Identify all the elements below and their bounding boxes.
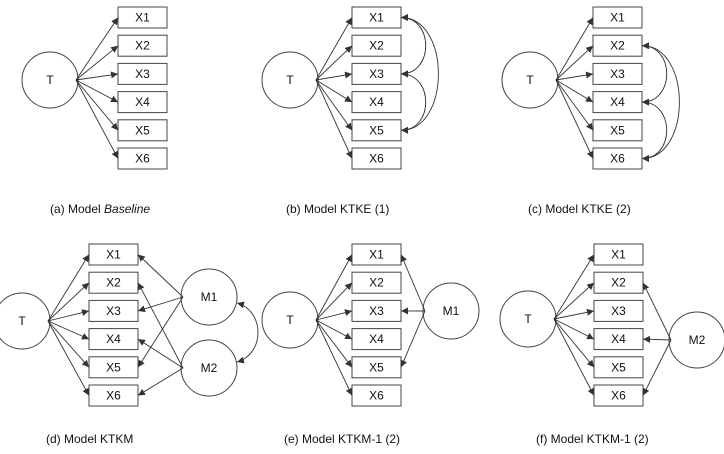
loading-arrow bbox=[48, 255, 89, 322]
panel-caption bbox=[46, 432, 133, 446]
indicator-box-x2 bbox=[594, 272, 643, 293]
method-loading-arrow bbox=[138, 255, 183, 298]
indicator-label: X5 bbox=[369, 123, 384, 138]
indicator-box-x5 bbox=[118, 120, 167, 141]
factor-t bbox=[0, 293, 50, 349]
indicator-label: X6 bbox=[369, 388, 384, 403]
indicator-label: X6 bbox=[611, 388, 626, 403]
indicator-box-x4 bbox=[352, 92, 401, 113]
loading-arrow bbox=[48, 321, 89, 339]
method-loading-arrow bbox=[138, 368, 183, 396]
method-loading-arrow bbox=[401, 311, 425, 367]
indicator-box-x1 bbox=[352, 7, 401, 28]
indicator-box-x4 bbox=[594, 329, 643, 350]
indicator-label: X5 bbox=[135, 123, 150, 138]
method-label: M2 bbox=[200, 361, 218, 375]
loading-arrow bbox=[316, 255, 352, 321]
indicator-box-x6 bbox=[594, 385, 643, 406]
indicator-box-x3 bbox=[352, 63, 401, 84]
error-covariance-arc bbox=[401, 18, 438, 131]
panel-c bbox=[502, 7, 679, 216]
indicator-label: X5 bbox=[369, 360, 384, 375]
indicator-label: X3 bbox=[135, 66, 150, 81]
indicator-box-x1 bbox=[594, 244, 643, 265]
caption-text: (a) Model bbox=[50, 202, 105, 216]
caption-text: (b) Model KTKE (1) bbox=[286, 202, 390, 216]
method-factor-m1 bbox=[423, 283, 479, 339]
method-label: M1 bbox=[442, 304, 460, 318]
indicator-box-x5 bbox=[352, 357, 401, 378]
method-factor-m2 bbox=[181, 340, 237, 396]
indicator-box-x4 bbox=[352, 329, 401, 350]
panel-caption bbox=[286, 202, 389, 216]
method-factor-m2 bbox=[669, 312, 724, 368]
loading-arrow bbox=[556, 18, 593, 81]
indicator-label: X2 bbox=[611, 275, 626, 290]
loading-arrow bbox=[48, 321, 89, 396]
indicator-box-x4 bbox=[89, 329, 138, 350]
factor-t bbox=[262, 52, 318, 108]
error-covariance-arc bbox=[642, 46, 679, 159]
factor-label: T bbox=[46, 73, 54, 87]
indicator-label: X6 bbox=[106, 388, 121, 403]
indicator-label: X4 bbox=[369, 332, 384, 347]
factor-label: T bbox=[286, 73, 294, 87]
indicator-label: X4 bbox=[106, 332, 121, 347]
method-loading-arrow bbox=[643, 340, 671, 396]
panel-caption bbox=[536, 432, 649, 446]
factor-t bbox=[502, 52, 558, 108]
indicator-box-x4 bbox=[593, 92, 642, 113]
panel-e bbox=[262, 244, 479, 446]
indicator-label: X3 bbox=[369, 303, 384, 318]
loading-arrow bbox=[316, 320, 352, 367]
loading-arrow bbox=[556, 80, 593, 130]
loading-arrow bbox=[76, 80, 118, 159]
method-loading-arrow bbox=[401, 255, 425, 312]
indicator-label: X5 bbox=[106, 360, 121, 375]
panel-caption bbox=[284, 432, 400, 446]
loading-arrow bbox=[554, 311, 594, 319]
indicator-label: X1 bbox=[611, 247, 626, 262]
indicator-box-x6 bbox=[89, 385, 138, 406]
panel-b bbox=[262, 7, 438, 216]
indicator-box-x1 bbox=[118, 7, 167, 28]
method-loading-arrow bbox=[643, 339, 671, 340]
factor-label: T bbox=[286, 313, 294, 327]
caption-text: (c) Model KTKE (2) bbox=[528, 202, 631, 216]
loading-arrow bbox=[316, 80, 352, 159]
indicator-box-x3 bbox=[594, 300, 643, 321]
indicator-label: X3 bbox=[369, 66, 384, 81]
factor-t bbox=[22, 52, 78, 108]
panel-a bbox=[22, 7, 167, 216]
method-label: M1 bbox=[200, 290, 218, 304]
indicator-box-x6 bbox=[118, 148, 167, 169]
loading-arrow bbox=[316, 320, 352, 339]
loading-arrow bbox=[554, 319, 594, 396]
factor-t bbox=[500, 291, 556, 347]
loading-arrow bbox=[76, 18, 118, 81]
indicator-label: X6 bbox=[610, 151, 625, 166]
loading-arrow bbox=[316, 80, 352, 130]
indicator-label: X5 bbox=[610, 123, 625, 138]
panel-caption bbox=[528, 202, 631, 216]
indicator-label: X3 bbox=[611, 303, 626, 318]
method-loading-arrow bbox=[138, 339, 183, 368]
caption-text: (f) Model KTKM-1 (2) bbox=[536, 432, 649, 446]
indicator-box-x2 bbox=[118, 35, 167, 56]
indicator-box-x5 bbox=[89, 357, 138, 378]
indicator-box-x1 bbox=[89, 244, 138, 265]
indicator-box-x2 bbox=[593, 35, 642, 56]
caption-emphasis: Baseline bbox=[104, 202, 151, 216]
indicator-label: X3 bbox=[106, 303, 121, 318]
caption-text: (e) Model KTKM-1 (2) bbox=[284, 432, 401, 446]
indicator-box-x3 bbox=[593, 63, 642, 84]
method-loading-arrow bbox=[138, 297, 183, 311]
indicator-label: X2 bbox=[106, 275, 121, 290]
indicator-box-x6 bbox=[352, 148, 401, 169]
loading-arrow bbox=[316, 320, 352, 396]
indicator-label: X2 bbox=[369, 38, 384, 53]
indicator-box-x3 bbox=[89, 300, 138, 321]
indicator-label: X4 bbox=[369, 95, 384, 110]
indicator-label: X2 bbox=[369, 275, 384, 290]
loading-arrow bbox=[554, 255, 594, 320]
indicator-box-x3 bbox=[118, 63, 167, 84]
indicator-box-x5 bbox=[593, 120, 642, 141]
indicator-label: X4 bbox=[611, 332, 626, 347]
method-loading-arrow bbox=[138, 297, 183, 367]
method-factor-m1 bbox=[181, 269, 237, 325]
indicator-label: X5 bbox=[611, 360, 626, 375]
indicator-box-x5 bbox=[594, 357, 643, 378]
factor-label: T bbox=[526, 73, 534, 87]
loading-arrow bbox=[554, 319, 594, 367]
indicator-box-x6 bbox=[593, 148, 642, 169]
indicator-label: X2 bbox=[135, 38, 150, 53]
panel-f bbox=[500, 244, 724, 446]
indicator-box-x2 bbox=[352, 272, 401, 293]
loading-arrow bbox=[48, 311, 89, 321]
indicator-label: X3 bbox=[610, 66, 625, 81]
indicator-label: X1 bbox=[610, 10, 625, 25]
method-loading-arrow bbox=[643, 283, 671, 340]
method-loading-arrow bbox=[138, 283, 183, 368]
loading-arrow bbox=[554, 319, 594, 339]
indicator-label: X1 bbox=[369, 247, 384, 262]
indicator-box-x2 bbox=[352, 35, 401, 56]
factor-t bbox=[262, 292, 318, 348]
loading-arrow bbox=[316, 283, 352, 320]
panel-caption bbox=[50, 202, 150, 216]
indicator-box-x5 bbox=[352, 120, 401, 141]
indicator-label: X1 bbox=[135, 10, 150, 25]
factor-label: T bbox=[18, 314, 26, 328]
method-label: M2 bbox=[688, 333, 706, 347]
indicator-label: X1 bbox=[106, 247, 121, 262]
caption-text: (d) Model KTKM bbox=[46, 432, 134, 446]
loading-arrow bbox=[76, 80, 118, 130]
loading-arrow bbox=[316, 18, 352, 81]
loading-arrow bbox=[316, 311, 352, 320]
indicator-label: X2 bbox=[610, 38, 625, 53]
method-covariance-arc bbox=[237, 303, 258, 362]
loading-arrow bbox=[48, 321, 89, 367]
indicator-box-x6 bbox=[352, 385, 401, 406]
loading-arrow bbox=[554, 283, 594, 319]
panel-d bbox=[0, 244, 258, 446]
indicator-label: X4 bbox=[135, 95, 150, 110]
indicator-label: X6 bbox=[135, 151, 150, 166]
indicator-label: X4 bbox=[610, 95, 625, 110]
indicator-box-x2 bbox=[89, 272, 138, 293]
indicator-box-x1 bbox=[352, 244, 401, 265]
loading-arrow bbox=[556, 80, 593, 159]
indicator-label: X1 bbox=[369, 10, 384, 25]
factor-label: T bbox=[524, 312, 532, 326]
indicator-box-x1 bbox=[593, 7, 642, 28]
indicator-box-x4 bbox=[118, 92, 167, 113]
indicator-box-x3 bbox=[352, 300, 401, 321]
indicator-label: X6 bbox=[369, 151, 384, 166]
